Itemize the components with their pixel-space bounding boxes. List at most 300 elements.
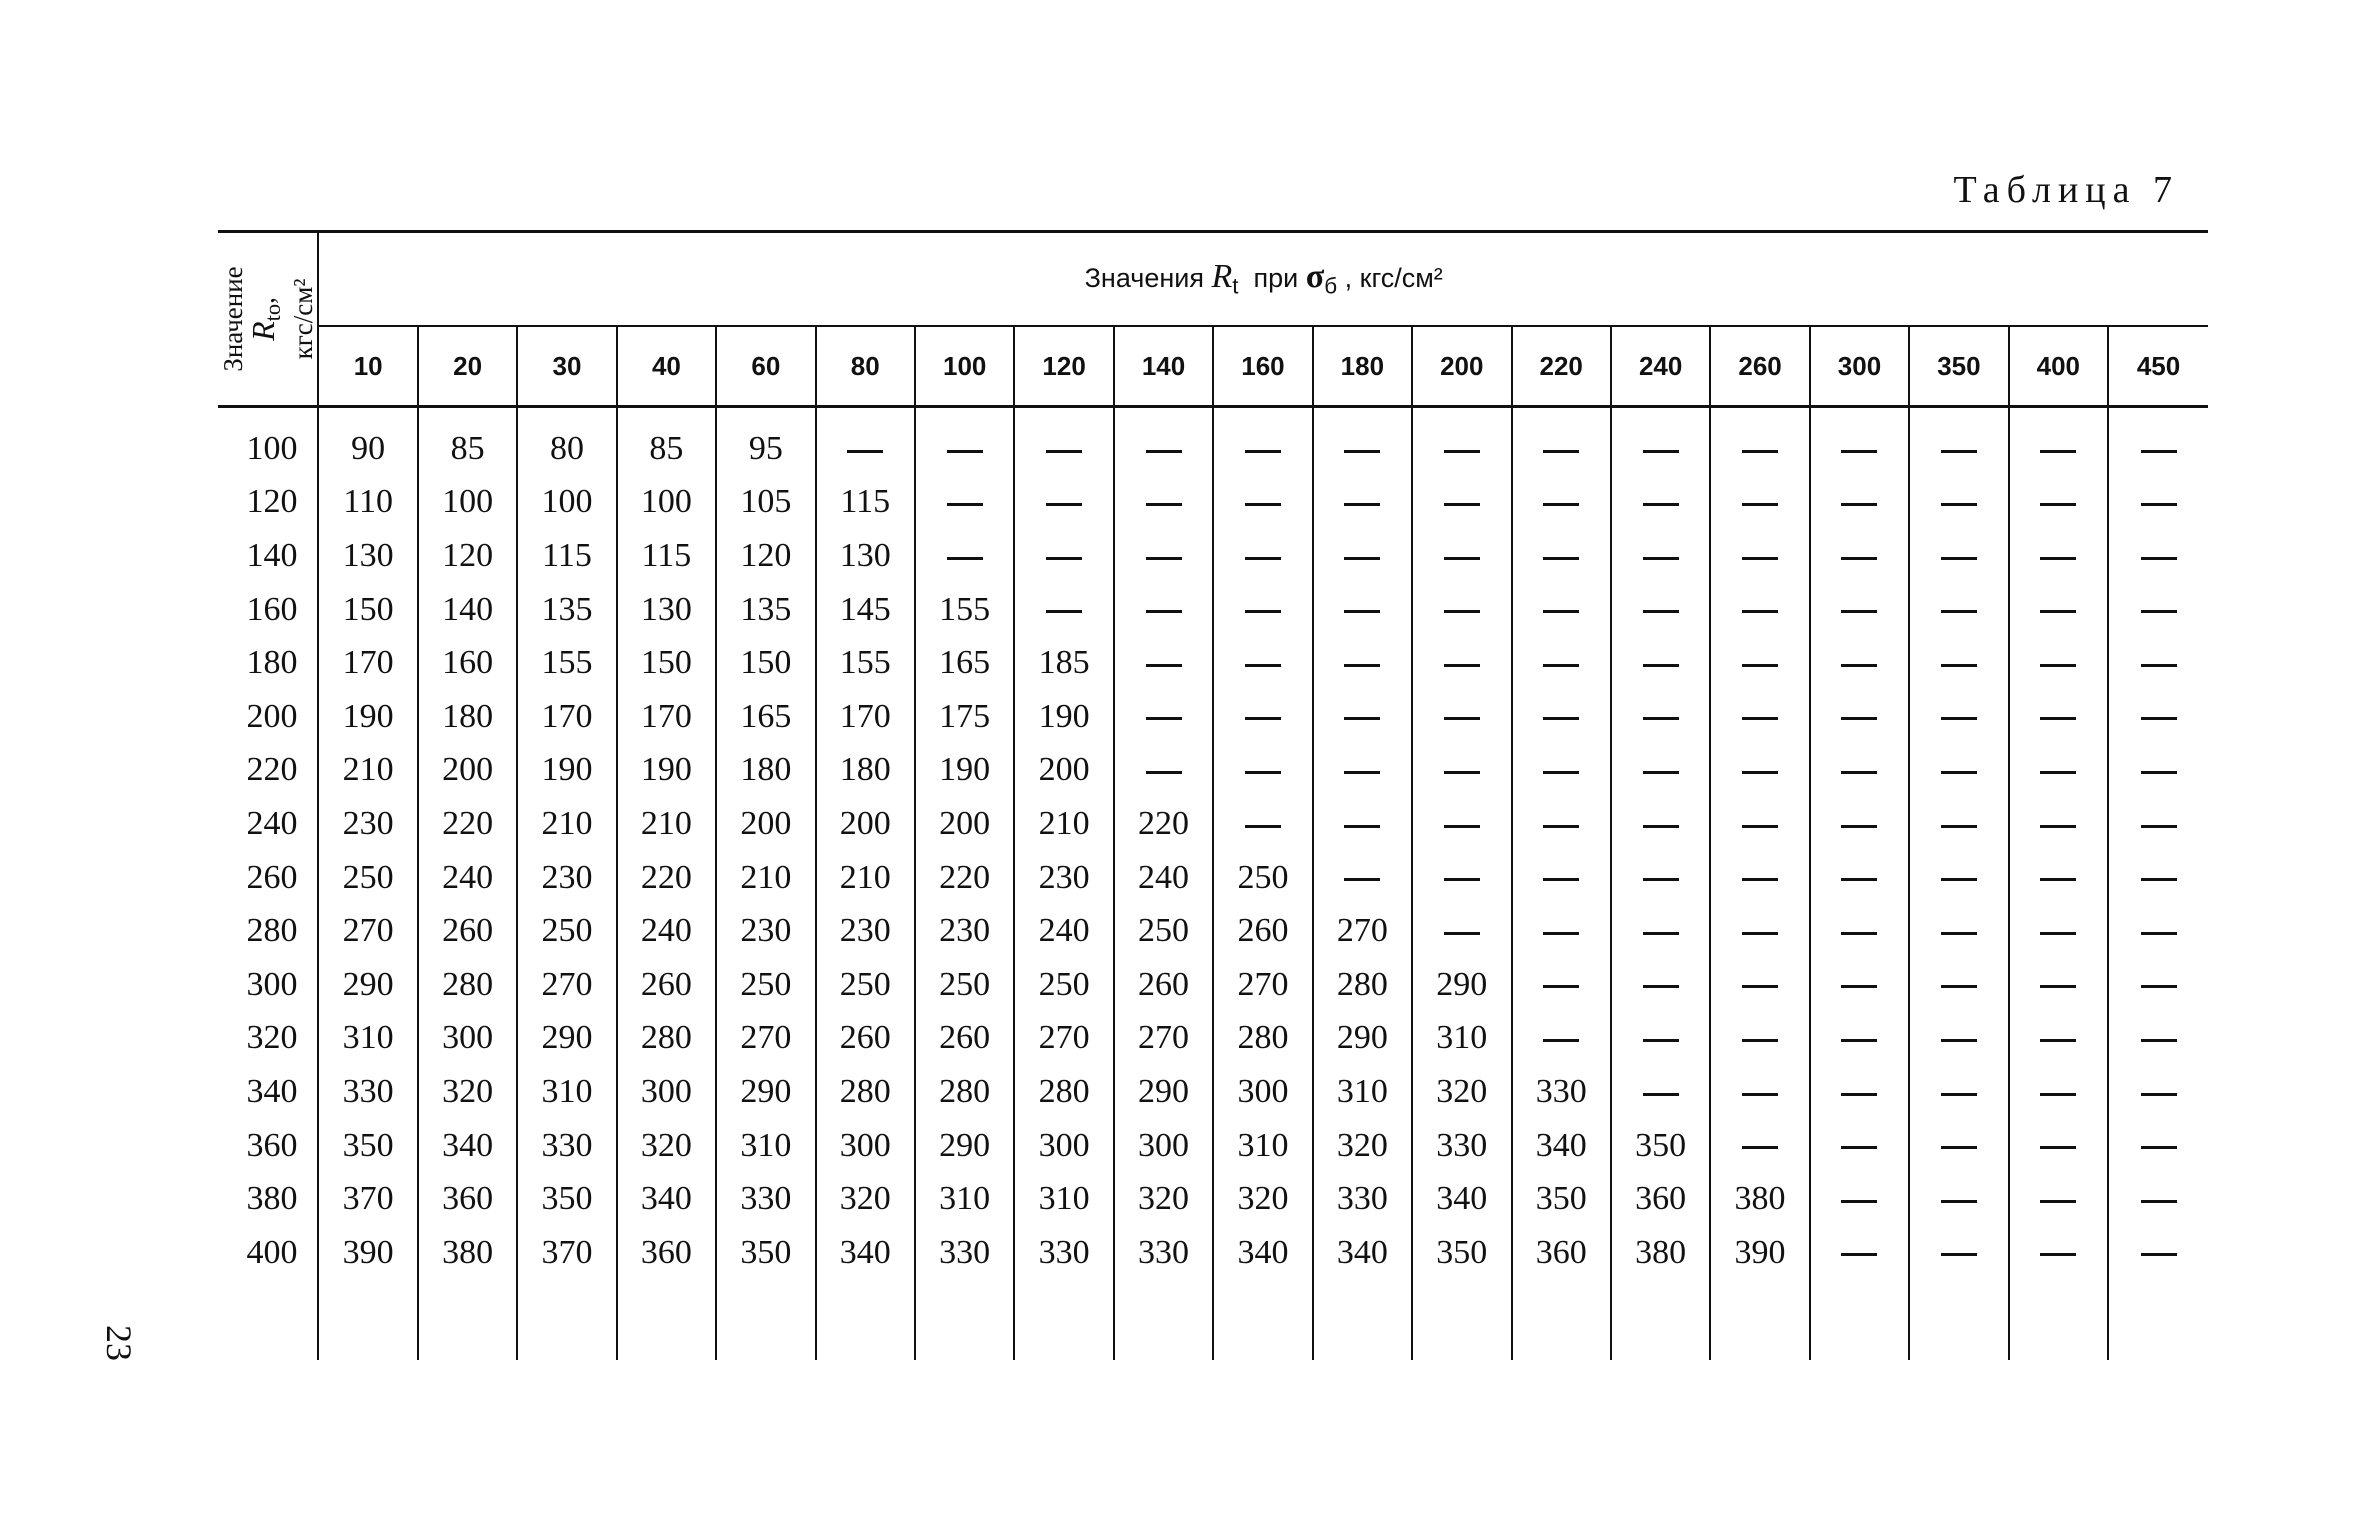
- dash-mark: [1245, 717, 1281, 720]
- table-cell: 310: [318, 1012, 417, 1066]
- table-cell: 250: [318, 851, 417, 905]
- empty-cell-dash: [1710, 476, 1809, 530]
- empty-cell-dash: [1909, 1119, 2008, 1173]
- empty-cell-dash: [1810, 1172, 1909, 1226]
- row-label: 220: [218, 744, 318, 798]
- spacer-cell: [2108, 1280, 2208, 1360]
- table-cell: 270: [1114, 1012, 1213, 1066]
- table-cell: 280: [1014, 1065, 1113, 1119]
- table-row: [218, 1172, 2208, 1226]
- dash-mark: [1841, 878, 1877, 881]
- empty-cell-dash: [2108, 958, 2208, 1012]
- dash-mark: [1643, 450, 1679, 453]
- spacer-cell: [915, 1280, 1014, 1360]
- spacer-cell: [517, 1280, 616, 1360]
- table-cell: 130: [617, 583, 716, 637]
- empty-cell-dash: [1114, 690, 1213, 744]
- row-label: 100: [218, 407, 318, 476]
- dash-mark: [1841, 503, 1877, 506]
- dash-mark: [947, 450, 983, 453]
- table-cell: 130: [816, 529, 915, 583]
- empty-cell-dash: [1810, 1065, 1909, 1119]
- empty-cell-dash: [1213, 690, 1312, 744]
- table-cell: 290: [1412, 958, 1511, 1012]
- table-cell: 270: [318, 904, 417, 958]
- row-label: 200: [218, 690, 318, 744]
- table-row: [218, 636, 2208, 690]
- table-cell: 240: [418, 851, 517, 905]
- empty-cell-dash: [816, 407, 915, 476]
- dash-mark: [1841, 985, 1877, 988]
- table-cell: 115: [617, 529, 716, 583]
- dash-mark: [2040, 771, 2076, 774]
- table-cell: 360: [418, 1172, 517, 1226]
- dash-mark: [1543, 878, 1579, 881]
- empty-cell-dash: [1412, 690, 1511, 744]
- dash-mark: [2141, 825, 2177, 828]
- empty-cell-dash: [1412, 904, 1511, 958]
- empty-cell-dash: [1909, 1065, 2008, 1119]
- dash-mark: [1841, 1253, 1877, 1256]
- table-cell: 330: [318, 1065, 417, 1119]
- table-cell: 270: [1213, 958, 1312, 1012]
- row-label: 120: [218, 476, 318, 530]
- table-cell: 320: [816, 1172, 915, 1226]
- column-header: 220: [1512, 326, 1611, 407]
- table-cell: 135: [517, 583, 616, 637]
- table-cell: 350: [1412, 1226, 1511, 1280]
- table-cell: 360: [1512, 1226, 1611, 1280]
- column-header: 80: [816, 326, 915, 407]
- empty-cell-dash: [1014, 407, 1113, 476]
- empty-cell-dash: [1611, 904, 1710, 958]
- dash-mark: [1245, 557, 1281, 560]
- empty-cell-dash: [1810, 797, 1909, 851]
- empty-cell-dash: [1909, 583, 2008, 637]
- dash-mark: [2040, 610, 2076, 613]
- table-cell: 165: [915, 636, 1014, 690]
- table-cell: 240: [1114, 851, 1213, 905]
- table-cell: 320: [1412, 1065, 1511, 1119]
- dash-mark: [1941, 1200, 1977, 1203]
- empty-cell-dash: [2108, 583, 2208, 637]
- empty-cell-dash: [1611, 583, 1710, 637]
- dash-mark: [1941, 932, 1977, 935]
- dash-mark: [1444, 878, 1480, 881]
- empty-cell-dash: [1810, 851, 1909, 905]
- dash-mark: [2040, 825, 2076, 828]
- column-header: 200: [1412, 326, 1511, 407]
- table-cell: 390: [1710, 1226, 1809, 1280]
- dash-mark: [1245, 610, 1281, 613]
- table-cell: 115: [517, 529, 616, 583]
- table-cell: 190: [617, 744, 716, 798]
- dash-mark: [1643, 878, 1679, 881]
- empty-cell-dash: [1213, 476, 1312, 530]
- table-cell: 330: [716, 1172, 815, 1226]
- empty-cell-dash: [2009, 958, 2108, 1012]
- column-header: 350: [1909, 326, 2008, 407]
- empty-cell-dash: [1909, 407, 2008, 476]
- empty-cell-dash: [1909, 744, 2008, 798]
- table-cell: 320: [617, 1119, 716, 1173]
- dash-mark: [1742, 771, 1778, 774]
- table-cell: 85: [418, 407, 517, 476]
- table-cell: 340: [617, 1172, 716, 1226]
- table-cell: 350: [517, 1172, 616, 1226]
- empty-cell-dash: [2009, 1226, 2108, 1280]
- column-header: 20: [418, 326, 517, 407]
- dash-mark: [1841, 450, 1877, 453]
- dash-mark: [1543, 932, 1579, 935]
- dash-mark: [1941, 985, 1977, 988]
- dash-mark: [1941, 878, 1977, 881]
- table-cell: 170: [816, 690, 915, 744]
- empty-cell-dash: [915, 529, 1014, 583]
- dash-mark: [1742, 450, 1778, 453]
- empty-cell-dash: [1611, 690, 1710, 744]
- table-cell: 250: [1114, 904, 1213, 958]
- row-label: 240: [218, 797, 318, 851]
- table-container: [218, 230, 2208, 1360]
- table-cell: 340: [418, 1119, 517, 1173]
- table-cell: 300: [617, 1065, 716, 1119]
- stub-header-unit: кгс/см²: [287, 278, 318, 360]
- dash-mark: [1245, 450, 1281, 453]
- table-row: [218, 797, 2208, 851]
- empty-cell-dash: [1313, 529, 1412, 583]
- empty-cell-dash: [1710, 407, 1809, 476]
- table-cell: 330: [915, 1226, 1014, 1280]
- empty-cell-dash: [1710, 851, 1809, 905]
- table-cell: 200: [418, 744, 517, 798]
- empty-cell-dash: [1611, 1012, 1710, 1066]
- row-label: 400: [218, 1226, 318, 1280]
- empty-cell-dash: [1810, 958, 1909, 1012]
- spacer-cell: [1512, 1280, 1611, 1360]
- table-row: [218, 476, 2208, 530]
- table-cell: 330: [1412, 1119, 1511, 1173]
- table-cell: 380: [418, 1226, 517, 1280]
- dash-mark: [1742, 557, 1778, 560]
- empty-cell-dash: [1412, 636, 1511, 690]
- table-cell: 250: [716, 958, 815, 1012]
- dash-mark: [2141, 985, 2177, 988]
- column-header: 30: [517, 326, 616, 407]
- empty-cell-dash: [1710, 636, 1809, 690]
- empty-cell-dash: [1710, 690, 1809, 744]
- dash-mark: [2141, 1146, 2177, 1149]
- empty-cell-dash: [1810, 476, 1909, 530]
- table-cell: 220: [915, 851, 1014, 905]
- empty-cell-dash: [1114, 744, 1213, 798]
- dash-mark: [1543, 557, 1579, 560]
- dash-mark: [1046, 557, 1082, 560]
- table-cell: 350: [1512, 1172, 1611, 1226]
- empty-cell-dash: [1710, 1065, 1809, 1119]
- table-cell: 280: [816, 1065, 915, 1119]
- spacer-cell: [2009, 1280, 2108, 1360]
- dash-mark: [1344, 825, 1380, 828]
- empty-cell-dash: [1114, 407, 1213, 476]
- dash-mark: [1245, 825, 1281, 828]
- empty-cell-dash: [1710, 904, 1809, 958]
- empty-cell-dash: [1909, 529, 2008, 583]
- empty-cell-dash: [1611, 529, 1710, 583]
- empty-cell-dash: [1909, 797, 2008, 851]
- empty-cell-dash: [2108, 407, 2208, 476]
- table-cell: 210: [716, 851, 815, 905]
- dash-mark: [1742, 717, 1778, 720]
- dash-mark: [1841, 717, 1877, 720]
- dash-mark: [1742, 664, 1778, 667]
- table-cell: 330: [1014, 1226, 1113, 1280]
- dash-mark: [2040, 1093, 2076, 1096]
- dash-mark: [847, 450, 883, 453]
- empty-cell-dash: [2009, 583, 2108, 637]
- table-cell: 310: [1412, 1012, 1511, 1066]
- dash-mark: [1841, 610, 1877, 613]
- column-header: 260: [1710, 326, 1809, 407]
- table-cell: 250: [1014, 958, 1113, 1012]
- dash-mark: [1742, 503, 1778, 506]
- group-header: [318, 232, 2208, 327]
- empty-cell-dash: [1512, 529, 1611, 583]
- table-cell: 310: [1213, 1119, 1312, 1173]
- dash-mark: [1344, 503, 1380, 506]
- empty-cell-dash: [1810, 583, 1909, 637]
- table-cell: 155: [816, 636, 915, 690]
- table-cell: 370: [517, 1226, 616, 1280]
- table-cell: 320: [1313, 1119, 1412, 1173]
- table-cell: 250: [1213, 851, 1312, 905]
- empty-cell-dash: [1412, 476, 1511, 530]
- table-cell: 280: [915, 1065, 1014, 1119]
- empty-cell-dash: [1909, 904, 2008, 958]
- dash-mark: [1046, 503, 1082, 506]
- dash-mark: [2040, 717, 2076, 720]
- table-cell: 320: [1213, 1172, 1312, 1226]
- dash-mark: [2040, 503, 2076, 506]
- dash-mark: [2141, 664, 2177, 667]
- table-cell: 170: [617, 690, 716, 744]
- dash-mark: [1344, 557, 1380, 560]
- empty-cell-dash: [1810, 636, 1909, 690]
- dash-mark: [2040, 932, 2076, 935]
- dash-mark: [1742, 985, 1778, 988]
- table-cell: 290: [318, 958, 417, 1012]
- table-cell: 200: [915, 797, 1014, 851]
- column-header: 300: [1810, 326, 1909, 407]
- table-cell: 230: [716, 904, 815, 958]
- column-header: 400: [2009, 326, 2108, 407]
- empty-cell-dash: [1014, 583, 1113, 637]
- dash-mark: [1841, 932, 1877, 935]
- spacer-cell: [716, 1280, 815, 1360]
- spacer-cell: [418, 1280, 517, 1360]
- dash-mark: [2040, 878, 2076, 881]
- dash-mark: [1941, 450, 1977, 453]
- empty-cell-dash: [1710, 797, 1809, 851]
- dash-mark: [1543, 664, 1579, 667]
- empty-cell-dash: [2009, 1119, 2108, 1173]
- empty-cell-dash: [2108, 529, 2208, 583]
- dash-mark: [1841, 1200, 1877, 1203]
- empty-cell-dash: [1014, 529, 1113, 583]
- empty-cell-dash: [2009, 744, 2108, 798]
- dash-mark: [1643, 985, 1679, 988]
- row-label: 280: [218, 904, 318, 958]
- table-cell: 350: [1611, 1119, 1710, 1173]
- dash-mark: [2040, 450, 2076, 453]
- table-row: [218, 851, 2208, 905]
- table-cell: 250: [915, 958, 1014, 1012]
- table-cell: 300: [1014, 1119, 1113, 1173]
- spacer-cell: [218, 1280, 318, 1360]
- empty-cell-dash: [1412, 529, 1511, 583]
- page-number: 23: [99, 1325, 139, 1361]
- empty-cell-dash: [1412, 797, 1511, 851]
- empty-cell-dash: [1313, 476, 1412, 530]
- dash-mark: [1941, 771, 1977, 774]
- dash-mark: [1344, 610, 1380, 613]
- table-cell: 340: [1412, 1172, 1511, 1226]
- empty-cell-dash: [1710, 529, 1809, 583]
- empty-cell-dash: [1313, 744, 1412, 798]
- empty-cell-dash: [1412, 407, 1511, 476]
- dash-mark: [947, 557, 983, 560]
- dash-mark: [1444, 610, 1480, 613]
- table-cell: 260: [816, 1012, 915, 1066]
- table-cell: 300: [816, 1119, 915, 1173]
- table-cell: 100: [617, 476, 716, 530]
- dash-mark: [1444, 503, 1480, 506]
- row-label: 340: [218, 1065, 318, 1119]
- table-cell: 200: [1014, 744, 1113, 798]
- empty-cell-dash: [1909, 958, 2008, 1012]
- empty-cell-dash: [1512, 904, 1611, 958]
- empty-cell-dash: [2108, 851, 2208, 905]
- dash-mark: [1444, 450, 1480, 453]
- dash-mark: [1742, 932, 1778, 935]
- dash-mark: [1643, 610, 1679, 613]
- dash-mark: [1941, 503, 1977, 506]
- dash-mark: [1543, 610, 1579, 613]
- empty-cell-dash: [1909, 1172, 2008, 1226]
- empty-cell-dash: [1710, 1119, 1809, 1173]
- table-row: [218, 744, 2208, 798]
- dash-mark: [947, 503, 983, 506]
- dash-mark: [1543, 1039, 1579, 1042]
- spacer-cell: [1313, 1280, 1412, 1360]
- dash-mark: [1344, 664, 1380, 667]
- table-cell: 310: [915, 1172, 1014, 1226]
- table-cell: 330: [1512, 1065, 1611, 1119]
- dash-mark: [1841, 771, 1877, 774]
- empty-cell-dash: [1313, 797, 1412, 851]
- column-header: 450: [2108, 326, 2208, 407]
- empty-cell-dash: [1313, 851, 1412, 905]
- empty-cell-dash: [1313, 583, 1412, 637]
- dash-mark: [1146, 557, 1182, 560]
- table-cell: 250: [517, 904, 616, 958]
- table-cell: 270: [1313, 904, 1412, 958]
- empty-cell-dash: [1710, 744, 1809, 798]
- table-cell: 280: [1213, 1012, 1312, 1066]
- empty-cell-dash: [2009, 1065, 2108, 1119]
- spacer-cell: [1014, 1280, 1113, 1360]
- dash-mark: [2141, 932, 2177, 935]
- table-cell: 155: [517, 636, 616, 690]
- dash-mark: [1841, 664, 1877, 667]
- dash-mark: [1444, 664, 1480, 667]
- table-cell: 230: [517, 851, 616, 905]
- table-cell: 290: [517, 1012, 616, 1066]
- table-cell: 100: [418, 476, 517, 530]
- group-header-prefix: Значения: [1084, 263, 1204, 294]
- group-header-symbol: R: [1211, 258, 1233, 296]
- table-cell: 210: [1014, 797, 1113, 851]
- table-cell: 290: [1313, 1012, 1412, 1066]
- table-cell: 390: [318, 1226, 417, 1280]
- empty-cell-dash: [2009, 1012, 2108, 1066]
- empty-cell-dash: [1710, 1012, 1809, 1066]
- empty-cell-dash: [1909, 690, 2008, 744]
- table-cell: 360: [1611, 1172, 1710, 1226]
- empty-cell-dash: [1014, 476, 1113, 530]
- table-cell: 280: [1313, 958, 1412, 1012]
- dash-mark: [1841, 825, 1877, 828]
- table-cell: 300: [1213, 1065, 1312, 1119]
- dash-mark: [1643, 717, 1679, 720]
- column-header: 60: [716, 326, 815, 407]
- dash-mark: [1344, 878, 1380, 881]
- table-cell: 135: [716, 583, 815, 637]
- dash-mark: [1941, 825, 1977, 828]
- row-label: 320: [218, 1012, 318, 1066]
- dash-mark: [1146, 771, 1182, 774]
- dash-mark: [2141, 557, 2177, 560]
- table-cell: 230: [1014, 851, 1113, 905]
- empty-cell-dash: [2108, 1226, 2208, 1280]
- spacer-cell: [1114, 1280, 1213, 1360]
- table-cell: 210: [517, 797, 616, 851]
- table-cell: 310: [1313, 1065, 1412, 1119]
- dash-mark: [1643, 557, 1679, 560]
- dash-mark: [1146, 503, 1182, 506]
- column-header: 240: [1611, 326, 1710, 407]
- dash-mark: [1643, 825, 1679, 828]
- dash-mark: [1941, 1093, 1977, 1096]
- dash-mark: [2040, 1146, 2076, 1149]
- empty-cell-dash: [1512, 797, 1611, 851]
- table-cell: 340: [1213, 1226, 1312, 1280]
- table-cell: 140: [418, 583, 517, 637]
- dash-mark: [1146, 450, 1182, 453]
- spacer-cell: [1611, 1280, 1710, 1360]
- empty-cell-dash: [2009, 690, 2108, 744]
- dash-mark: [2141, 771, 2177, 774]
- table-bottom-spacer: [218, 1280, 2208, 1360]
- dash-mark: [2040, 1039, 2076, 1042]
- table-cell: 340: [816, 1226, 915, 1280]
- table-cell: 80: [517, 407, 616, 476]
- empty-cell-dash: [1213, 529, 1312, 583]
- empty-cell-dash: [1611, 636, 1710, 690]
- dash-mark: [1543, 450, 1579, 453]
- empty-cell-dash: [1810, 1226, 1909, 1280]
- column-header: 40: [617, 326, 716, 407]
